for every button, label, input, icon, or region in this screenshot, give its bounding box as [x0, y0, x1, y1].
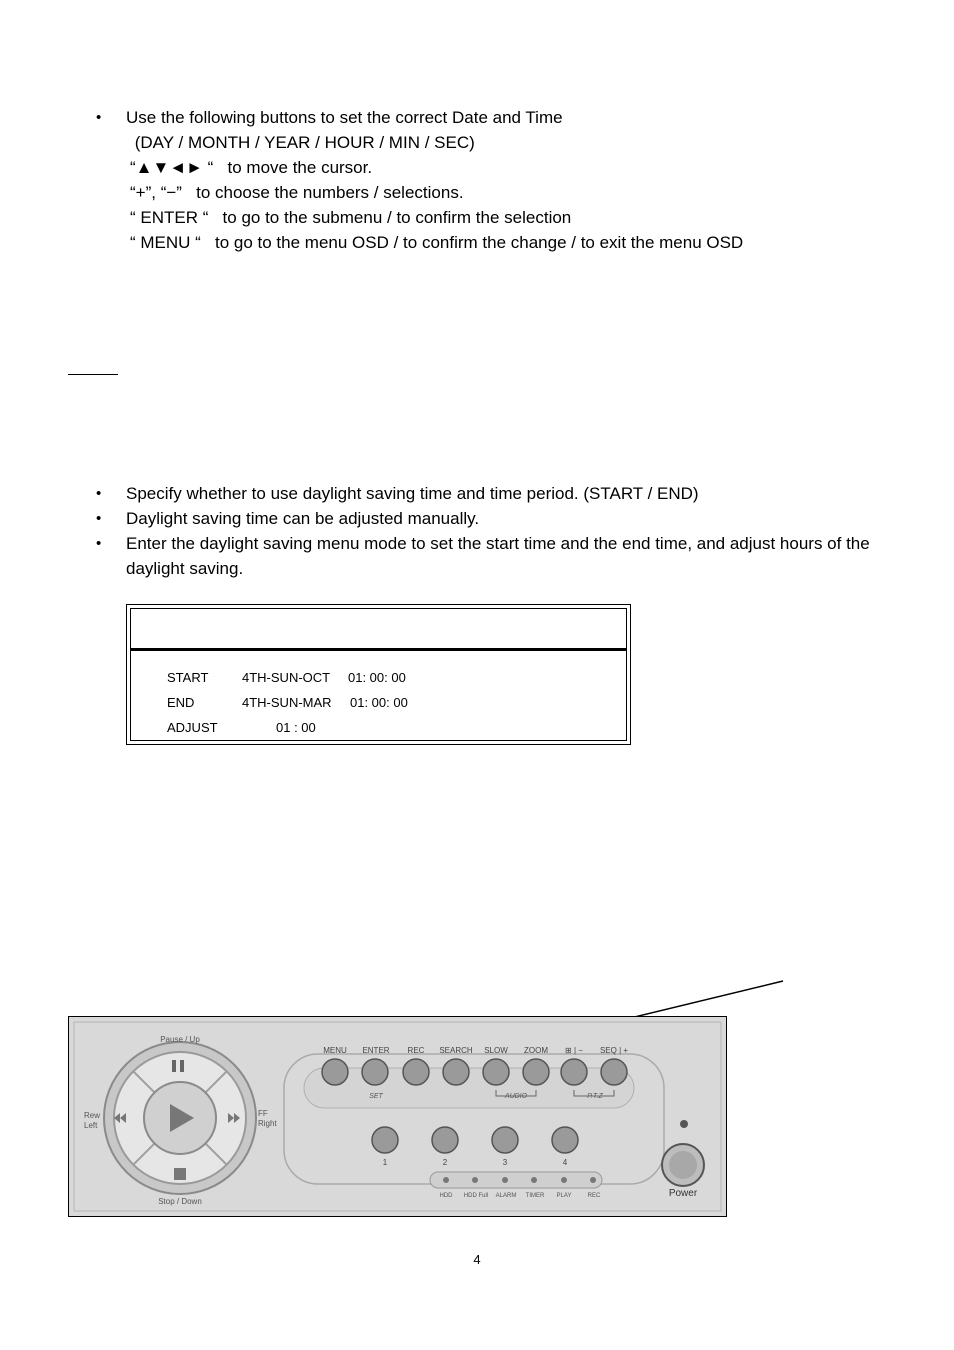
enter-label: ENTER	[362, 1046, 390, 1055]
led-hdd-full-label: HDD Full	[463, 1193, 489, 1199]
slow-label: SLOW	[484, 1046, 508, 1055]
split-minus-button	[561, 1059, 587, 1085]
rec-button	[403, 1059, 429, 1085]
split-minus-label: ⊞ | −	[565, 1046, 583, 1055]
date-time-bullet: • Use the following buttons to set the correct Date and Time	[96, 105, 563, 130]
date-time-line-1: (DAY / MONTH / YEAR / HOUR / MIN / SEC)	[130, 133, 475, 152]
date-time-line-4: “ ENTER “ to go to the submenu / to confirm the selection	[130, 208, 572, 227]
pause-up-label: Pause / Up	[160, 1035, 200, 1044]
osd-row-end: END 4TH-SUN-MAR 01: 00: 00	[167, 695, 408, 710]
power-led	[680, 1120, 688, 1128]
menu-label: MENU	[323, 1046, 347, 1055]
menu-button	[322, 1059, 348, 1085]
power-label: Power	[668, 1188, 698, 1199]
ptz-label: P.T.Z	[587, 1093, 603, 1100]
channel-2-button	[432, 1127, 458, 1153]
enter-button	[362, 1059, 388, 1085]
dst-bullet-3: • Enter the daylight saving menu mode to set the start time and the end time, and adjust hours of the daylight saving.	[96, 531, 886, 581]
left-label: Left	[84, 1121, 98, 1130]
channel-4-label: 4	[562, 1158, 568, 1167]
pause-icon	[172, 1060, 176, 1072]
search-label: SEARCH	[439, 1046, 473, 1055]
led-hdd-label: HDD	[439, 1193, 453, 1199]
date-time-line-5: “ MENU “ to go to the menu OSD / to confirm the change / to exit the menu OSD	[130, 233, 744, 252]
led-hdd-full	[472, 1177, 478, 1183]
rew-label: Rew	[84, 1111, 101, 1120]
led-timer-label: TIMER	[525, 1193, 545, 1199]
stop-down-label: Stop / Down	[158, 1197, 202, 1206]
slow-button	[483, 1059, 509, 1085]
seq-plus-label: SEQ | +	[599, 1046, 629, 1055]
date-time-line-2: “▲▼◄► “ to move the cursor.	[130, 158, 373, 177]
dvr-front-panel	[68, 1016, 727, 1217]
led-strip	[430, 1172, 602, 1188]
rec-label: REC	[407, 1046, 425, 1055]
led-hdd	[443, 1177, 449, 1183]
search-button	[443, 1059, 469, 1085]
audio-label: AUDIO	[504, 1093, 528, 1100]
channel-1-label: 1	[382, 1158, 388, 1167]
led-alarm	[502, 1177, 508, 1183]
channel-2-label: 2	[442, 1158, 448, 1167]
led-rec	[590, 1177, 596, 1183]
ff-label: FF	[258, 1109, 268, 1118]
page-number: 4	[473, 1252, 481, 1267]
right-label: Right	[258, 1119, 277, 1128]
osd-row-adjust: ADJUST 01 : 00	[167, 720, 316, 735]
seq-plus-button	[601, 1059, 627, 1085]
led-rec-label: REC	[587, 1193, 601, 1199]
zoom-label: ZOOM	[524, 1046, 548, 1055]
led-play-label: PLAY	[556, 1193, 572, 1199]
dst-bullet-1: • Specify whether to use daylight saving time and time period. (START / END)	[96, 481, 886, 506]
channel-4-button	[552, 1127, 578, 1153]
osd-row-start: START 4TH-SUN-OCT 01: 00: 00	[167, 670, 406, 685]
led-play	[561, 1177, 567, 1183]
led-timer	[531, 1177, 537, 1183]
channel-3-label: 3	[502, 1158, 508, 1167]
stop-icon	[174, 1168, 186, 1180]
dst-bullet-2: • Daylight saving time can be adjusted manually.	[96, 506, 886, 531]
set-label: SET	[369, 1093, 383, 1100]
channel-3-button	[492, 1127, 518, 1153]
led-alarm-label: ALARM	[495, 1193, 517, 1199]
date-time-line-3: “+”, “−” to choose the numbers / selections.	[130, 183, 464, 202]
channel-1-button	[372, 1127, 398, 1153]
zoom-button	[523, 1059, 549, 1085]
